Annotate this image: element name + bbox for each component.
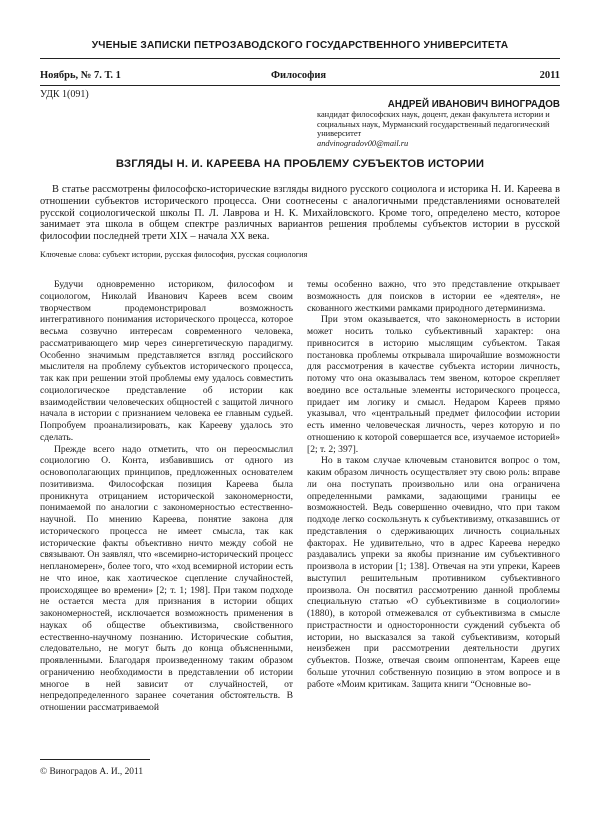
paragraph: Прежде всего надо отметить, что он переосмыслил социологию О. Конта, избавившись от одного из основополагающих принципов, предложенных основателем позитивизма. Философская позиция Кареева была проникнута отрицанием исторической закономерности, понимаемой по аналогии с закономерностью естественно-научной. По мнению Кареева, понятие закона для исторического процесса не имеет смысла, так как исторические факты объективно ничто между собой не связывают. Он заявлял, что «всемирно-исторический процесс непланомерен», более того, что «ход всемирной истории есть не что иное, как хаотическое сцепление случайностей, происходящее во времени» [2; т. 1; 198]. При таком подходе не остается места для признания в истории общих закономерностей, исключается возможность применения в науках об обществе объективизма, свойственного естественно-научному познанию. Исторические события, следовательно, не могут быть до конца объясненными, проявленными. Благодаря произведенному таким образом ограничению необходимости в представлении об истории многое в ней зависит от случайностей, от непредопределенного заранее сочетания обстоятельств. В отношении рассматриваемой [40,443,293,713]
body-column-right [307,279,560,690]
author-affiliation: кандидат философских наук, доцент, декан факультета истории и социальных наук, Мурманский государственный педагогический университет [317,110,550,139]
article-abstract: В статье рассмотрены философско-исторические взгляды видного русского социолога и историка Н. И. Кареева в отношении субъектов исторического процесса. Они соотнесены с аналогичными представлениями основателей русской социологической школы П. Л. Лаврова и Н. К. Михайловского. Кроме того, определено место, которое занимает эта школа в общем спектре различных вариантов решения проблемы субъектов истории в русской философии последней трети XIX – начала XX века. [40,184,560,243]
udk-code: УДК 1(091) [40,89,89,100]
paragraph: Но в таком случае ключевым становится вопрос о том, каким образом личность осуществляет эту свою роль: вправе ли она поступать произвольно или она ограничена определенными рамками, задающими границы ее возможностей. Ведь совершенно очевидно, что при таком подходе легко соскользнуть к субъективизму, отказавшись от представления о сдерживающих личность социальных факторах. Не удивительно, что в адрес Кареева нередко раздавались упреки за якобы признание им субъективного произвола в истории [1; 138]. Отвечая на эти упреки, Кареев выступил решительным противником субъективного произвола. Он посвятил рассмотрению данной проблемы специальную статью «О субъективизме в социологии» (1880), в которой отмежевался от субъективизма в смысле пристрастности и односторонности суждений субъекта об истории, но высказался за такой субъективизм, который неизбежен при рассмотрении деятельности других субъектов. Позже, отвечая своим оппонентам, Кареев еще больше уточнил собственную позицию в этом вопросе и в работе «Моим критикам. Защита книги “Основные во- [307,455,560,690]
footer-rule [40,759,150,760]
article-title: ВЗГЛЯДЫ Н. И. КАРЕЕВА НА ПРОБЛЕМУ СУБЪЕКТОВ ИСТОРИИ [115,158,485,170]
copyright-notice: © Виноградов А. И., 2011 [40,767,144,777]
author-name: АНДРЕЙ ИВАНОВИЧ ВИНОГРАДОВ [387,99,560,110]
article-keywords: Ключевые слова: субъект истории, русская философия, русская социология [40,250,308,259]
author-block [317,110,562,149]
issue-year: 2011 [539,70,560,81]
paragraph: темы особенно важно, что это представление открывает возможность для поисков в истории ее «деятеля», не скованного жесткими рамками природного детерминизма. [307,279,560,314]
journal-title: УЧЕНЫЕ ЗАПИСКИ ПЕТРОЗАВОДСКОГО ГОСУДАРСТВЕННОГО УНИВЕРСИТЕТА [91,40,509,51]
author-email[interactable]: andvinogradov00@mail.ru [317,139,409,149]
paragraph: При этом оказывается, что закономерность в истории может носить только субъективный характер: она привносится в историю мыслящим субъектом. Такая постановка проблемы открывала широчайшие возможности для рассмотрения в качестве субъекта истории личность, потому что она оказывалась тем звеном, которое скрепляет воедино все остальные элементы исторического процесса, придает им логику и смысл. Недаром Кареев прямо указывал, что «центральный предмет философии истории есть именно человеческая личность, через которую и по отношению к которой совершается все, изучаемое историей» [2; т. 2; 397]. [307,314,560,455]
body-column-left [40,279,293,714]
header-rule [40,58,560,59]
header-rule-secondary [40,85,560,86]
issue-number: Ноябрь, № 7. Т. 1 [40,70,121,81]
section-name: Философия [271,70,327,81]
paragraph: Будучи одновременно историком, философом и социологом, Николай Иванович Кареев всем своим творчеством продемонстрировал возможность интегративного понимания исторического процесса, которое весьма созвучно интересам современного человека, рассматривающего мир через синергетическую парадигму. Особенно значимым представляется взгляд российского мыслителя на проблему субъектов исторического процесса, так как при решении этой проблемы ему удалось совместить социологическое представление об истории как взаимодействии человеческих общностей с защитой личного начала в истории с признанием человека ее главным судьей. Попробуем проанализировать, как Карееву удалось это сделать. [40,279,293,443]
